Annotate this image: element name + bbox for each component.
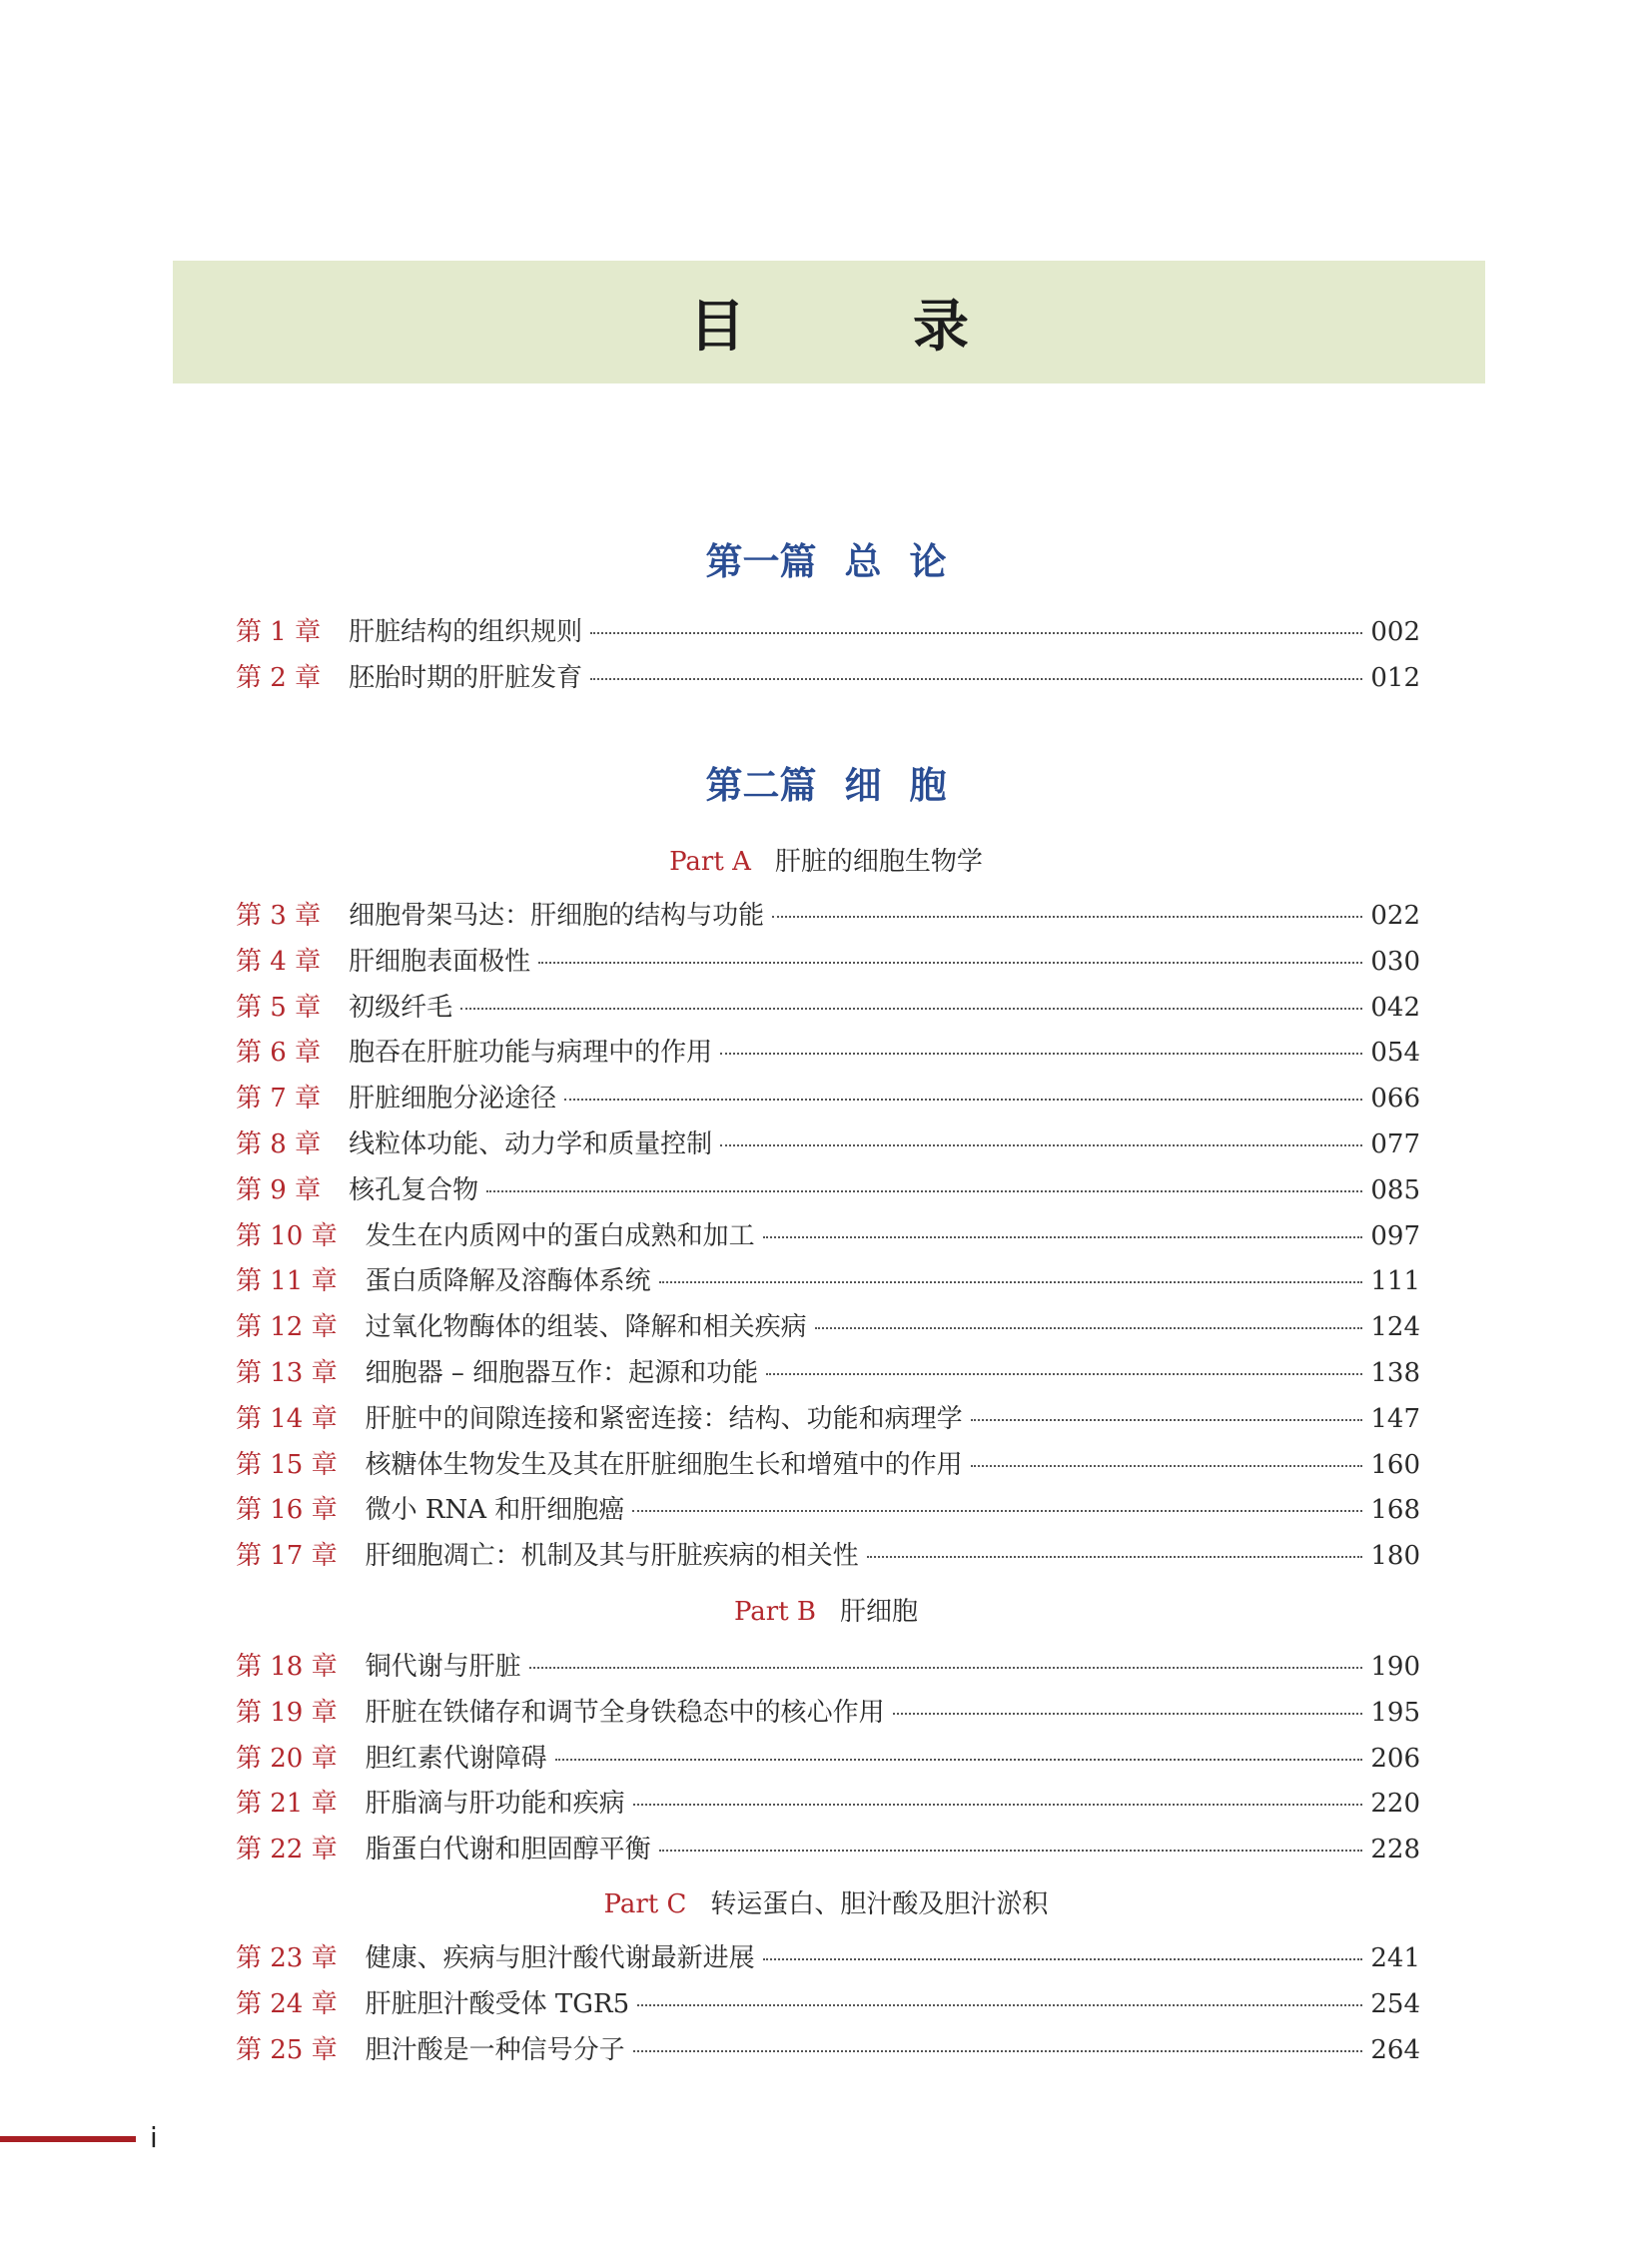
part-2-title-char-1: 细 (844, 763, 882, 807)
toc-leader-dots (564, 1099, 1362, 1101)
title-band (173, 261, 1485, 383)
toc-chapter-title: 线粒体功能、动力学和质量控制 (349, 1129, 713, 1159)
toc-chapter-number: 第 16 章 (236, 1495, 338, 1526)
toc-leader-dots (632, 1510, 1362, 1512)
part-a-heading (0, 841, 1652, 878)
part-b-heading (0, 1591, 1652, 1628)
toc-chapter-title: 肝脏细胞分泌途径 (349, 1084, 557, 1115)
toc-page-number: 228 (1370, 1835, 1420, 1866)
toc-entry[interactable] (236, 1169, 1420, 1207)
toc-entry[interactable] (236, 1535, 1420, 1573)
toc-page-number: 206 (1370, 1743, 1420, 1774)
toc-chapter-number: 第 7 章 (236, 1084, 322, 1115)
toc-chapter-title: 蛋白质降解及溶酶体系统 (365, 1266, 651, 1297)
toc-entry[interactable] (236, 1078, 1420, 1116)
toc-chapter-title: 胆红素代谢障碍 (365, 1743, 547, 1774)
toc-entry[interactable] (236, 1260, 1420, 1298)
part-a-title: 肝脏的细胞生物学 (774, 847, 983, 877)
toc-chapter-number: 第 4 章 (236, 946, 322, 977)
toc-entry[interactable] (236, 1983, 1420, 2021)
toc-page-number: 012 (1370, 663, 1420, 693)
toc-chapter-title: 肝细胞凋亡：机制及其与肝脏疾病的相关性 (365, 1541, 859, 1572)
toc-chapter-title: 核糖体生物发生及其在肝脏细胞生长和增殖中的作用 (365, 1449, 963, 1480)
part-a-label: Part A (669, 847, 751, 877)
toc-leader-dots (867, 1556, 1362, 1558)
toc-entry[interactable] (236, 1489, 1420, 1527)
toc-chapter-title: 胚胎时期的肝脏发育 (349, 663, 583, 693)
toc-chapter-number: 第 15 章 (236, 1449, 338, 1480)
toc-chapter-title: 肝脏结构的组织规则 (349, 617, 583, 647)
toc-leader-dots (766, 1373, 1362, 1375)
toc-entry[interactable] (236, 941, 1420, 979)
part-2-title-char-2: 胞 (909, 763, 947, 807)
part-c-label: Part C (603, 1889, 687, 1919)
toc-chapter-title: 胞吞在肝脏功能与病理中的作用 (349, 1038, 713, 1069)
toc-entry[interactable] (236, 1692, 1420, 1730)
toc-leader-dots (763, 1958, 1362, 1960)
toc-chapter-number: 第 11 章 (236, 1266, 338, 1297)
toc-leader-dots (590, 678, 1362, 680)
toc-entry[interactable] (236, 1032, 1420, 1070)
toc-entry[interactable] (236, 1352, 1420, 1390)
part-c-title: 转运蛋白、胆汁酸及胆汁淤积 (710, 1889, 1049, 1919)
toc-chapter-number: 第 5 章 (236, 992, 322, 1023)
toc-leader-dots (659, 1281, 1362, 1283)
toc-chapter-number: 第 1 章 (236, 617, 322, 647)
toc-entry[interactable] (236, 1215, 1420, 1253)
toc-entry[interactable] (236, 1829, 1420, 1867)
toc-entry[interactable] (236, 1398, 1420, 1436)
toc-chapter-title: 细胞器 – 细胞器互作：起源和功能 (365, 1358, 759, 1388)
toc-chapter-title: 肝脏胆汁酸受体 TGR5 (365, 1988, 630, 2019)
toc-page-number: 138 (1370, 1358, 1420, 1388)
toc-page-number: 241 (1370, 1943, 1420, 1973)
toc-chapter-title: 细胞骨架马达：肝细胞的结构与功能 (349, 901, 765, 931)
toc-entry[interactable] (236, 1783, 1420, 1821)
toc-chapter-number: 第 25 章 (236, 2034, 338, 2065)
toc-entry[interactable] (236, 1306, 1420, 1344)
page-title: 目 录 (689, 293, 1025, 360)
toc-page-number: 085 (1370, 1174, 1420, 1205)
toc-chapter-number: 第 17 章 (236, 1541, 338, 1572)
part-1-title-char-2: 论 (909, 539, 947, 583)
part-b-title: 肝细胞 (840, 1597, 919, 1627)
toc-chapter-number: 第 18 章 (236, 1652, 338, 1682)
toc-chapter-title: 肝脏在铁储存和调节全身铁稳态中的核心作用 (365, 1697, 885, 1728)
toc-page-number: 022 (1370, 901, 1420, 931)
toc-chapter-title: 发生在内质网中的蛋白成熟和加工 (365, 1220, 755, 1251)
part-1-label: 第一篇 (705, 539, 817, 583)
toc-page-number: 111 (1370, 1266, 1420, 1297)
toc-chapter-title: 过氧化物酶体的组装、降解和相关疾病 (365, 1312, 807, 1343)
toc-entry[interactable] (236, 1937, 1420, 1975)
toc-leader-dots (529, 1667, 1362, 1669)
toc-chapter-number: 第 10 章 (236, 1220, 338, 1251)
toc-entry[interactable] (236, 1738, 1420, 1776)
toc-chapter-number: 第 13 章 (236, 1358, 338, 1388)
toc-chapter-title: 核孔复合物 (349, 1174, 479, 1205)
toc-page-number: 124 (1370, 1312, 1420, 1343)
toc-chapter-number: 第 19 章 (236, 1697, 338, 1728)
part-1-heading (0, 531, 1652, 585)
toc-leader-dots (633, 1804, 1362, 1806)
toc-entry[interactable] (236, 1646, 1420, 1684)
toc-chapter-number: 第 3 章 (236, 901, 322, 931)
toc-entry[interactable] (236, 895, 1420, 933)
toc-page-number: 097 (1370, 1220, 1420, 1251)
toc-chapter-title: 肝脏中的间隙连接和紧密连接：结构、功能和病理学 (365, 1403, 963, 1434)
toc-page-number: 160 (1370, 1449, 1420, 1480)
part-b-label: Part B (733, 1597, 817, 1627)
toc-chapter-number: 第 20 章 (236, 1743, 338, 1774)
toc-leader-dots (659, 1850, 1362, 1852)
toc-entry[interactable] (236, 1444, 1420, 1482)
toc-entry[interactable] (236, 611, 1420, 649)
toc-leader-dots (538, 962, 1362, 964)
toc-page-number: 168 (1370, 1495, 1420, 1526)
toc-entry[interactable] (236, 987, 1420, 1025)
footer-accent-bar (0, 2136, 136, 2142)
toc-leader-dots (720, 1053, 1362, 1055)
toc-chapter-title: 微小 RNA 和肝细胞癌 (365, 1495, 625, 1526)
toc-leader-dots (772, 916, 1362, 918)
page-number: i (150, 2121, 158, 2154)
part-c-heading (0, 1883, 1652, 1920)
toc-chapter-number: 第 8 章 (236, 1129, 322, 1159)
part-1-title-char-1: 总 (844, 539, 882, 583)
toc-chapter-number: 第 9 章 (236, 1174, 322, 1205)
toc-chapter-number: 第 24 章 (236, 1988, 338, 2019)
toc-page-number: 264 (1370, 2034, 1420, 2065)
toc-chapter-number: 第 2 章 (236, 663, 322, 693)
toc-page-number: 030 (1370, 946, 1420, 977)
toc-leader-dots (720, 1144, 1362, 1146)
toc-leader-dots (815, 1327, 1362, 1329)
toc-leader-dots (893, 1713, 1362, 1715)
toc-leader-dots (486, 1190, 1362, 1192)
toc-chapter-number: 第 6 章 (236, 1038, 322, 1069)
toc-chapter-title: 铜代谢与肝脏 (365, 1652, 521, 1682)
toc-page-number: 254 (1370, 1988, 1420, 2019)
toc-leader-dots (633, 2050, 1362, 2052)
part-2-heading (0, 755, 1652, 809)
toc-leader-dots (460, 1008, 1362, 1010)
toc-chapter-number: 第 12 章 (236, 1312, 338, 1343)
toc-page-number: 066 (1370, 1084, 1420, 1115)
toc-chapter-title: 健康、疾病与胆汁酸代谢最新进展 (365, 1943, 755, 1973)
toc-chapter-title: 胆汁酸是一种信号分子 (365, 2034, 625, 2065)
toc-page-number: 180 (1370, 1541, 1420, 1572)
toc-chapter-title: 肝脂滴与肝功能和疾病 (365, 1789, 625, 1820)
toc-leader-dots (971, 1419, 1362, 1421)
toc-leader-dots (763, 1236, 1362, 1238)
toc-page-number: 147 (1370, 1403, 1420, 1434)
part-2-label: 第二篇 (705, 763, 817, 807)
toc-chapter-number: 第 22 章 (236, 1835, 338, 1866)
toc-leader-dots (590, 632, 1362, 634)
toc-chapter-number: 第 14 章 (236, 1403, 338, 1434)
toc-page-number: 195 (1370, 1697, 1420, 1728)
toc-page-number: 077 (1370, 1129, 1420, 1159)
toc-chapter-title: 肝细胞表面极性 (349, 946, 531, 977)
toc-leader-dots (637, 2004, 1362, 2006)
toc-entry[interactable] (236, 1123, 1420, 1161)
toc-page-number: 054 (1370, 1038, 1420, 1069)
toc-chapter-title: 初级纤毛 (349, 992, 453, 1023)
toc-leader-dots (971, 1465, 1362, 1467)
toc-page-number: 042 (1370, 992, 1420, 1023)
toc-leader-dots (555, 1759, 1362, 1761)
toc-chapter-number: 第 21 章 (236, 1789, 338, 1820)
toc-entry[interactable] (236, 2029, 1420, 2067)
toc-page-number: 002 (1370, 617, 1420, 647)
toc-chapter-title: 脂蛋白代谢和胆固醇平衡 (365, 1835, 651, 1866)
toc-chapter-number: 第 23 章 (236, 1943, 338, 1973)
toc-entry[interactable] (236, 657, 1420, 695)
toc-page-number: 220 (1370, 1789, 1420, 1820)
toc-page-number: 190 (1370, 1652, 1420, 1682)
